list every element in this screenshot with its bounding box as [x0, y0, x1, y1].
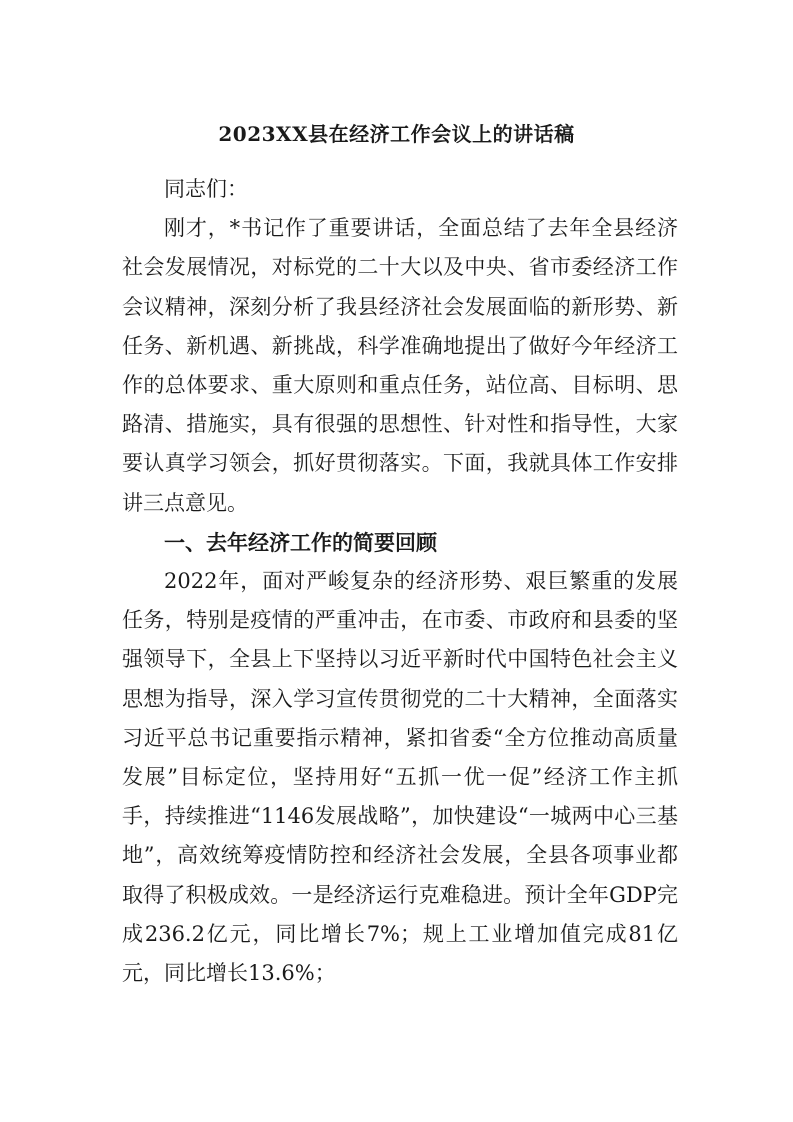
paragraph-review: 2022年，面对严峻复杂的经济形势、艰巨繁重的发展任务，特别是疫情的严重冲击，在市委、市政府和县委的坚强领导下，全县上下坚持以习近平新时代中国特色社会主义思想为指导，深入学习宣传贯彻党的二十大精神，全面落实习近平总书记重要指示精神，紧扣省委“全方位推动高质量发展”目标定位，坚持用好“五抓一优一促”经济工作主抓手，持续推进“1146发展战略”，加快建设“一城两中心三基地”，高效统筹疫情防控和经济社会发展，全县各项事业都取得了积极成效。一是经济运行克难稳进。预计全年GDP完成236.2亿元，同比增长7%；规上工业增加值完成81亿元，同比增长13.6%； [122, 569, 678, 986]
paragraph-intro: 刚才，*书记作了重要讲话，全面总结了去年全县经济社会发展情况，对标党的二十大以及中央、省市委经济工作会议精神，深刻分析了我县经济社会发展面临的新形势、新任务、新机遇、新挑战，科学准确地提出了做好今年经济工作的总体要求、重大原则和重点任务，站位高、目标明、思路清、措施实，具有很强的思想性、针对性和指导性，大家要认真学习领会，抓好贯彻落实。下面，我就具体工作安排讲三点意见。 [122, 216, 678, 515]
salutation: 同志们： [164, 177, 248, 201]
document-title: 2023XX县在经济工作会议上的讲话稿 [218, 122, 575, 146]
section-heading-review: 一、去年经济工作的简要回顾 [164, 529, 437, 555]
document-body [122, 170, 678, 993]
